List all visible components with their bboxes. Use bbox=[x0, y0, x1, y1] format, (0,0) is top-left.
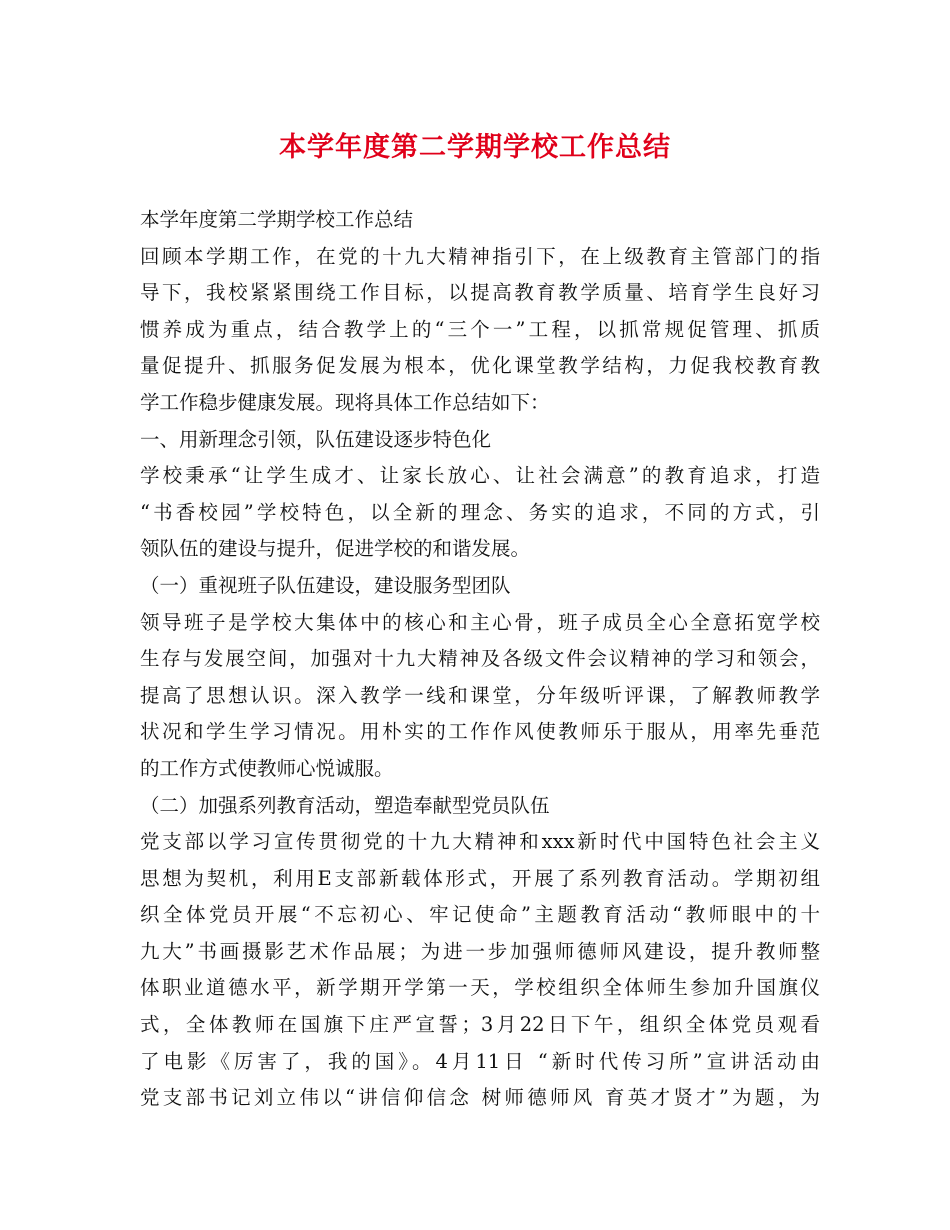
body-line: 党支部书记刘立伟以“讲信仰信念 树师德师风 育英才贤才”为题，为 bbox=[140, 1086, 820, 1110]
document-body bbox=[140, 202, 820, 1117]
body-line: 了电影《厉害了，我的国》。4月11日 “新时代传习所”宣讲活动由 bbox=[140, 1049, 820, 1073]
section-heading: 一、用新理念引领，队伍建设逐步特色化 bbox=[140, 427, 492, 451]
body-line: 领导班子是学校大集体中的核心和主心骨，班子成员全心全意拓宽学校 bbox=[140, 610, 820, 634]
body-line: 回顾本学期工作，在党的十九大精神指引下，在上级教育主管部门的指 bbox=[140, 244, 820, 268]
body-line: 量促提升、抓服务促发展为根本，优化课堂教学结构，力促我校教育教 bbox=[140, 354, 820, 378]
body-line: 导下，我校紧紧围绕工作目标，以提高教育教学质量、培育学生良好习 bbox=[140, 281, 820, 305]
body-line: 织全体党员开展“不忘初心、牢记使命”主题教育活动“教师眼中的十 bbox=[140, 903, 820, 927]
body-line: 本学年度第二学期学校工作总结 bbox=[140, 208, 414, 231]
subsection-heading: （二）加强系列教育活动，塑造奉献型党员队伍 bbox=[140, 793, 550, 817]
body-line: 党支部以学习宣传贯彻党的十九大精神和xxx新时代中国特色社会主义 bbox=[140, 830, 820, 854]
body-line: 生存与发展空间，加强对十九大精神及各级文件会议精神的学习和领会， bbox=[140, 647, 820, 671]
document-title: 本学年度第二学期学校工作总结 bbox=[279, 132, 671, 163]
body-line: 的工作方式使教师心悦诚服。 bbox=[140, 756, 394, 780]
body-line: 惯养成为重点，结合教学上的“三个一”工程，以抓常规促管理、抓质 bbox=[140, 317, 820, 341]
body-line: “书香校园”学校特色，以全新的理念、务实的追求，不同的方式，引 bbox=[140, 500, 820, 524]
body-line: 学校秉承“让学生成才、让家长放心、让社会满意”的教育追求，打造 bbox=[140, 464, 820, 488]
body-line: 状况和学生学习情况。用朴实的工作作风使教师乐于服从，用率先垂范 bbox=[140, 720, 820, 744]
body-line: 领队伍的建设与提升，促进学校的和谐发展。 bbox=[140, 537, 531, 561]
subsection-heading: （一）重视班子队伍建设，建设服务型团队 bbox=[140, 573, 511, 597]
body-line: 式，全体教师在国旗下庄严宣誓；3月22日下午，组织全体党员观看 bbox=[140, 1013, 820, 1037]
body-line: 思想为契机，利用E支部新载体形式，开展了系列教育活动。学期初组 bbox=[140, 866, 820, 890]
body-line: 体职业道德水平，新学期开学第一天，学校组织全体师生参加升国旗仪 bbox=[140, 976, 820, 1000]
body-line: 学工作稳步健康发展。现将具体工作总结如下： bbox=[140, 390, 550, 414]
body-line: 提高了思想认识。深入教学一线和课堂，分年级听评课，了解教师教学 bbox=[140, 683, 820, 707]
body-line: 九大”书画摄影艺术作品展；为进一步加强师德师风建设，提升教师整 bbox=[140, 939, 820, 963]
